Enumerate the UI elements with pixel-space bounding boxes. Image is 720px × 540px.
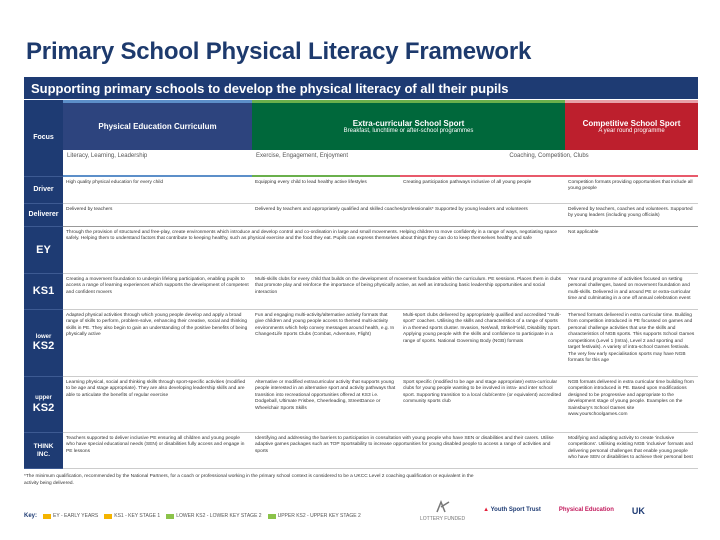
yst-logo — [483, 507, 541, 514]
ks1-extra: Multi-skills clubs for every child that builds on the development of movement foundation within the curriculum. PE sessions. Places them in clubs that promote play and reinforce the importance of being physically active, as well as introducing basic leadership opportunities and social interaction — [252, 274, 565, 310]
key-text-lower: LOWER KS2 - LOWER KEY STAGE 2 — [176, 513, 262, 519]
key-swatch-upper — [268, 514, 276, 519]
upper-ks2-big: KS2 — [32, 401, 55, 414]
key-item-ey — [43, 513, 98, 519]
key-swatch-lower — [166, 514, 174, 519]
extra-title: Extra-curricular School Sport — [352, 119, 465, 128]
afpe-text: Physical Education — [558, 507, 614, 514]
lower-ks2-label — [24, 310, 63, 377]
deliverer-label: Deliverer — [24, 204, 63, 227]
extra-subtitle: Breakfast, lunchtime or after-school programmes — [343, 128, 474, 134]
extra-focus-a: Exercise, Engagement, Enjoyment — [252, 150, 400, 177]
upper-ks2-pe: Learning physical, social and thinking skills through sport-specific activities (modified to be age and stage appropriate). They are also developing leadership skills and are able to articulate the benefits of regular exercise — [63, 377, 252, 433]
inc-label: INC. — [37, 450, 50, 458]
extra-column-header — [252, 100, 565, 150]
yst-icon: ▲ — [483, 507, 490, 514]
ey-text: Through the provision of structured and free-play, create environments which introduce and develop control and co-ordination in large and small movements. Helping children to move confidently in a range of ways, negotiating space safely. Helping them to understand factors that contribute to keeping healthy, such as physical exercise and the food they eat. Pupils can express themselves about things they can do to keep themselves healthy and safe — [63, 227, 565, 274]
key-text-ey: EY - EARLY YEARS — [53, 513, 99, 519]
driver-label: Driver — [24, 177, 63, 204]
ks1-comp: Year round programme of activities focused on setting personal challenges, based on movement foundation and multi-skills. Delivered in and around PE or extra-curricular time and culminating in a one off annual celebration event — [565, 274, 698, 310]
deliverer-pe: Delivered by teachers — [63, 204, 252, 227]
upper-ks2-extra-1: Alternative or modified extracurricular activity that supports young people interested in an alternative sport and activity pathways that transition into recreational opportunities offered at KS3 i.e. Dodgeball, Ultimate Frisbee, Cheerleading, StreetDance or Wheelchair Sports Skills — [252, 377, 400, 433]
think-comp: Modifying and adapting activity to create 'inclusive competitions'. Utilising existing NGB 'inclusive' formats and delivering personal challenges that enable young people who have SEN or disabilities to achieve their personal best — [565, 433, 698, 469]
comp-subtitle: A year round programme — [598, 128, 665, 134]
think-extra: Identifying and addressing the barriers to participation in consultation with young people who have SEN or disabilities and their carers. Utilise adaptive games packages such as TOP Sportsability to increase opportunities for young disabled people to access a range of activities and sports — [252, 433, 565, 469]
pe-title: Physical Education Curriculum — [98, 122, 217, 131]
pe-focus: Literacy, Learning, Leadership — [63, 150, 252, 177]
lower-ks2-small: lower — [35, 333, 52, 340]
upper-ks2-label — [24, 377, 63, 433]
think-pe: Teachers supported to deliver inclusive PE ensuring all children and young people who have special educational needs (SEN) or disabilities fully access and engage in PE lessons — [63, 433, 252, 469]
ey-label: EY — [24, 227, 63, 274]
comp-column-header — [565, 100, 698, 150]
uk-logo — [632, 506, 645, 517]
afpe-logo — [559, 507, 614, 514]
key-swatch-ey — [43, 514, 51, 519]
extra-focus-b: Coaching, Competition, Clubs — [400, 150, 698, 177]
key-item-ks1 — [104, 513, 160, 519]
lower-ks2-pe: Adapted physical activities through which young people develop and apply a broad range of skills to perform, problem-solve, enhancing their creative, social and thinking skills in PE. They also begin to gain an understanding of the positive benefits of being physically active — [63, 310, 252, 377]
lower-ks2-comp: Themed formats delivered in extra curricular time. Building from competition introduced in PE focussed on games and personal challenge activities that use the skills and characteristics of NGB sports. This supports School Games competitions (Level 1 (Intra), Level 2 and sporting and target festivals). A variety of intra-school Games festivals. The very few early specialisation sports may have NGB formats for this age — [565, 310, 698, 377]
key-item-upper-ks2 — [268, 513, 361, 519]
lower-ks2-big: KS2 — [32, 340, 55, 353]
driver-comp: Competition formats providing opportunities that include all young people — [565, 177, 698, 204]
key-legend — [24, 513, 361, 519]
page-title: Primary School Physical Literacy Framework — [26, 38, 532, 65]
lottery-logo — [420, 500, 465, 522]
focus-label — [24, 100, 63, 177]
footnote: *The minimum qualification, recommended by the National Partners, for a coach or professional working in the primary school context is considered to be a UKCC Level 2 coaching qualification or equivalent in the activity being delivered. — [24, 474, 474, 486]
deliverer-comp: Delivered by teachers, coaches and volunteers. Supported by young leaders (including young officials) — [565, 204, 698, 227]
comp-title: Competitive School Sport — [582, 119, 681, 128]
yst-text: Youth Sport Trust — [490, 507, 541, 514]
key-text-upper: UPPER KS2 - UPPER KEY STAGE 2 — [277, 513, 361, 519]
key-swatch-ks1 — [104, 514, 112, 519]
driver-pe: High quality physical education for every child — [63, 177, 252, 204]
framework-table — [24, 100, 698, 469]
lower-ks2-extra-1: Fun and engaging multi-activity/alternative activity formats that give children and young people access to themed multi-activity environments which help convey messages around health, e.g. In Change4Life Sports Clubs (Combat, Adventure, Flight) — [252, 310, 400, 377]
driver-extra-2: Creating participation pathways inclusive of all young people — [400, 177, 565, 204]
upper-ks2-comp: NGB formats delivered in extra curricular time building from competition introduced in PE. Based upon modifications designed to be progressive and appropriate to the development stage of young people. Examples on the Sainsbury's School Games site www.yourschoolgames.com — [565, 377, 698, 433]
subtitle-banner: Supporting primary schools to develop the physical literacy of all their pupils — [24, 77, 698, 99]
lower-ks2-extra-2: Multi-sport clubs delivered by appropriately qualified and accredited "multi-sport" coaches. Utilising the skills and characteristics of a range of sports in a themed sports cluster. Invasion, Net/wall, Strike/Field, Disability Sport. Applying young people with the skills and confidence to participate in a range of sports. National Governing Body (NGB) formats — [400, 310, 565, 377]
lottery-text: LOTTERY FUNDED — [420, 516, 466, 522]
ks1-label: KS1 — [24, 274, 63, 310]
focus-label-text: Focus — [33, 134, 54, 142]
key-title: Key: — [24, 513, 38, 519]
key-text-ks1: KS1 - KEY STAGE 1 — [114, 513, 161, 519]
pe-column-header — [63, 100, 252, 150]
lottery-icon — [435, 500, 451, 514]
uk-text: UK — [631, 505, 645, 516]
think-label: THINK — [33, 443, 54, 451]
upper-ks2-small: upper — [35, 395, 52, 402]
upper-ks2-extra-2: Sport specific (modified to be age and stage appropriate) extra-curricular clubs for young people wanting to be involved in intra- and inter school sport. Supporting transition to a local club/centre (or equivalent) accredited community sports club — [400, 377, 565, 433]
ey-comp: Not applicable — [565, 227, 698, 274]
deliverer-extra: Delivered by teachers and appropriately qualified and skilled coaches/professionals* Supported by young leaders and volunteers — [252, 204, 565, 227]
partner-logos — [420, 500, 645, 522]
key-item-lower-ks2 — [166, 513, 261, 519]
think-inc-label — [24, 433, 63, 469]
driver-extra-1: Equipping every child to lead healthy active lifestyles — [252, 177, 400, 204]
ks1-pe: Creating a movement foundation to underpin lifelong participation, enabling pupils to access a range of learning experiences which supports the development of competent and confident movers — [63, 274, 252, 310]
